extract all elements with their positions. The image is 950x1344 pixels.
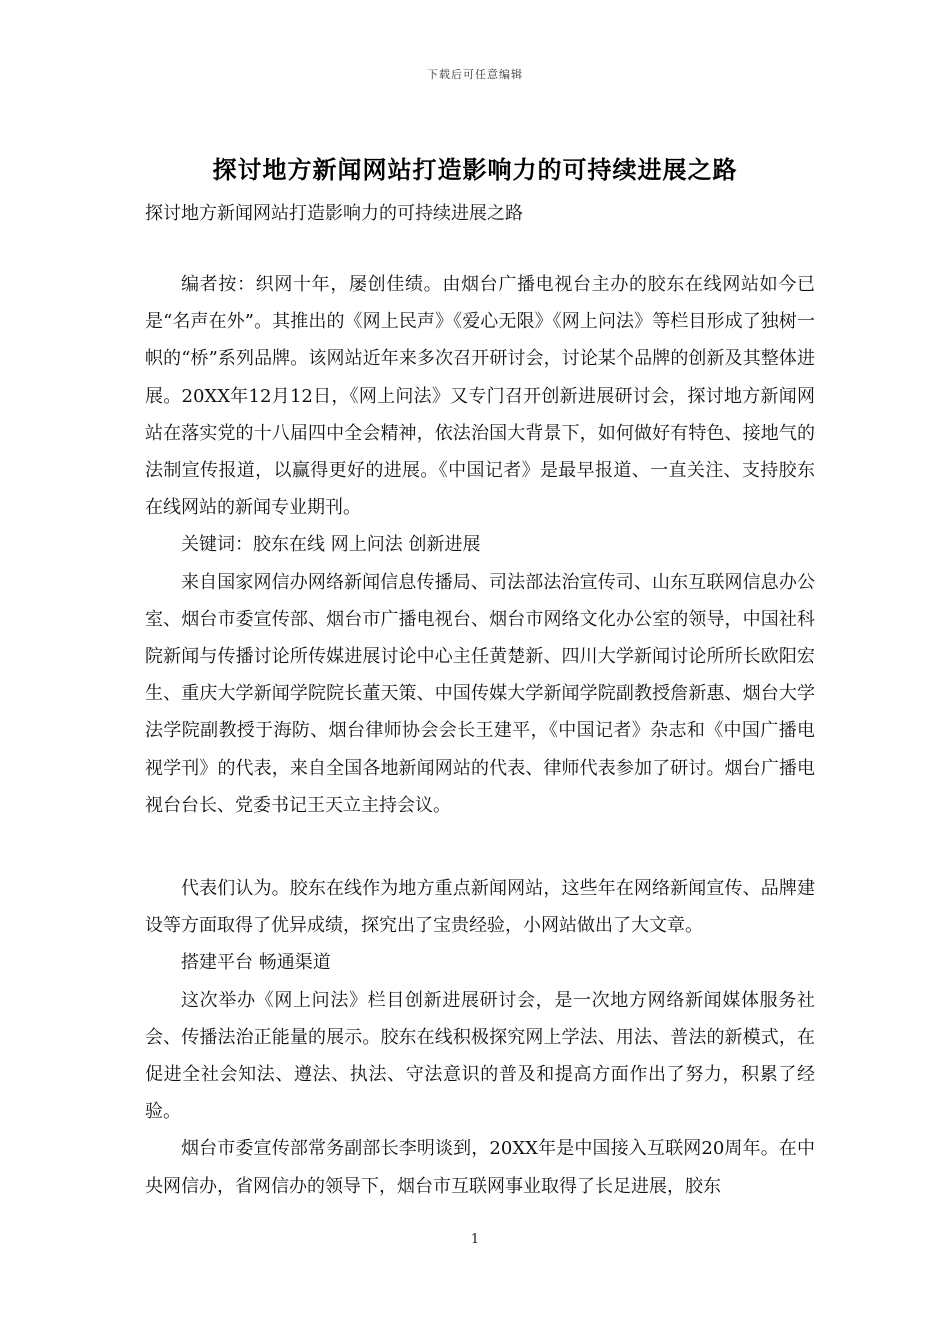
section-heading: 搭建平台 畅通渠道 (181, 952, 331, 974)
document-subtitle: 探讨地方新闻网站打造影响力的可持续进展之路 (145, 203, 523, 224)
body-block-second (145, 870, 815, 1205)
keywords-paragraph: 关键词：胶东在线 网上问法 创新进展 (181, 534, 481, 556)
seminar-paragraph: 这次举办《网上问法》栏目创新进展研讨会，是一次地方网络新闻媒体服务社会、传播法治正能量的展示。胶东在线积极探究网上学法、用法、普法的新模式，在促进全社会知法、遵法、执法、守法意识的普及和提高方面作出了努力，积累了经验。 (145, 989, 815, 1123)
page-number: 1 (470, 1232, 480, 1247)
body-block-first (145, 266, 815, 824)
speech-paragraph: 烟台市委宣传部常务副部长李明谈到，20XX年是中国接入互联网20周年。在中央网信办，省网信办的领导下，烟台市互联网事业取得了长足进展，胶东 (145, 1138, 815, 1197)
document-title: 探讨地方新闻网站打造影响力的可持续进展之路 (212, 155, 738, 184)
representatives-paragraph: 代表们认为。胶东在线作为地方重点新闻网站，这些年在网络新闻宣传、品牌建设等方面取得了优异成绩，探究出了宝贵经验，小网站做出了大文章。 (145, 878, 815, 937)
editor-note-paragraph: 编者按：织网十年，屡创佳绩。由烟台广播电视台主办的胶东在线网站如今已是“名声在外”。其推出的《网上民声》《爱心无限》《网上问法》等栏目形成了独树一帜的“桥”系列品牌。该网站近年来多次召开研讨会，讨论某个品牌的创新及其整体进展。20XX年12月12日，《网上问法》又专门召开创新进展研讨会，探讨地方新闻网站在落实党的十八届四中全会精神，依法治国大背景下，如何做好有特色、接地气的法制宣传报道，以赢得更好的进展。《中国记者》是最早报道、一直关注、支持胶东在线网站的新闻专业期刊。 (145, 274, 815, 519)
attendees-paragraph: 来自国家网信办网络新闻信息传播局、司法部法治宣传司、山东互联网信息办公室、烟台市委宣传部、烟台市广播电视台、烟台市网络文化办公室的领导，中国社科院新闻与传播讨论所传媒进展讨论中心主任黄楚新、四川大学新闻讨论所所长欧阳宏生、重庆大学新闻学院院长董天策、中国传媒大学新闻学院副教授詹新惠、烟台大学法学院副教授于海防、烟台律师协会会长王建平，《中国记者》杂志和《中国广播电视学刊》的代表，来自全国各地新闻网站的代表、律师代表参加了研讨。烟台广播电视台台长、党委书记王天立主持会议。 (145, 571, 815, 816)
header-note: 下载后可任意编辑 (427, 68, 523, 81)
